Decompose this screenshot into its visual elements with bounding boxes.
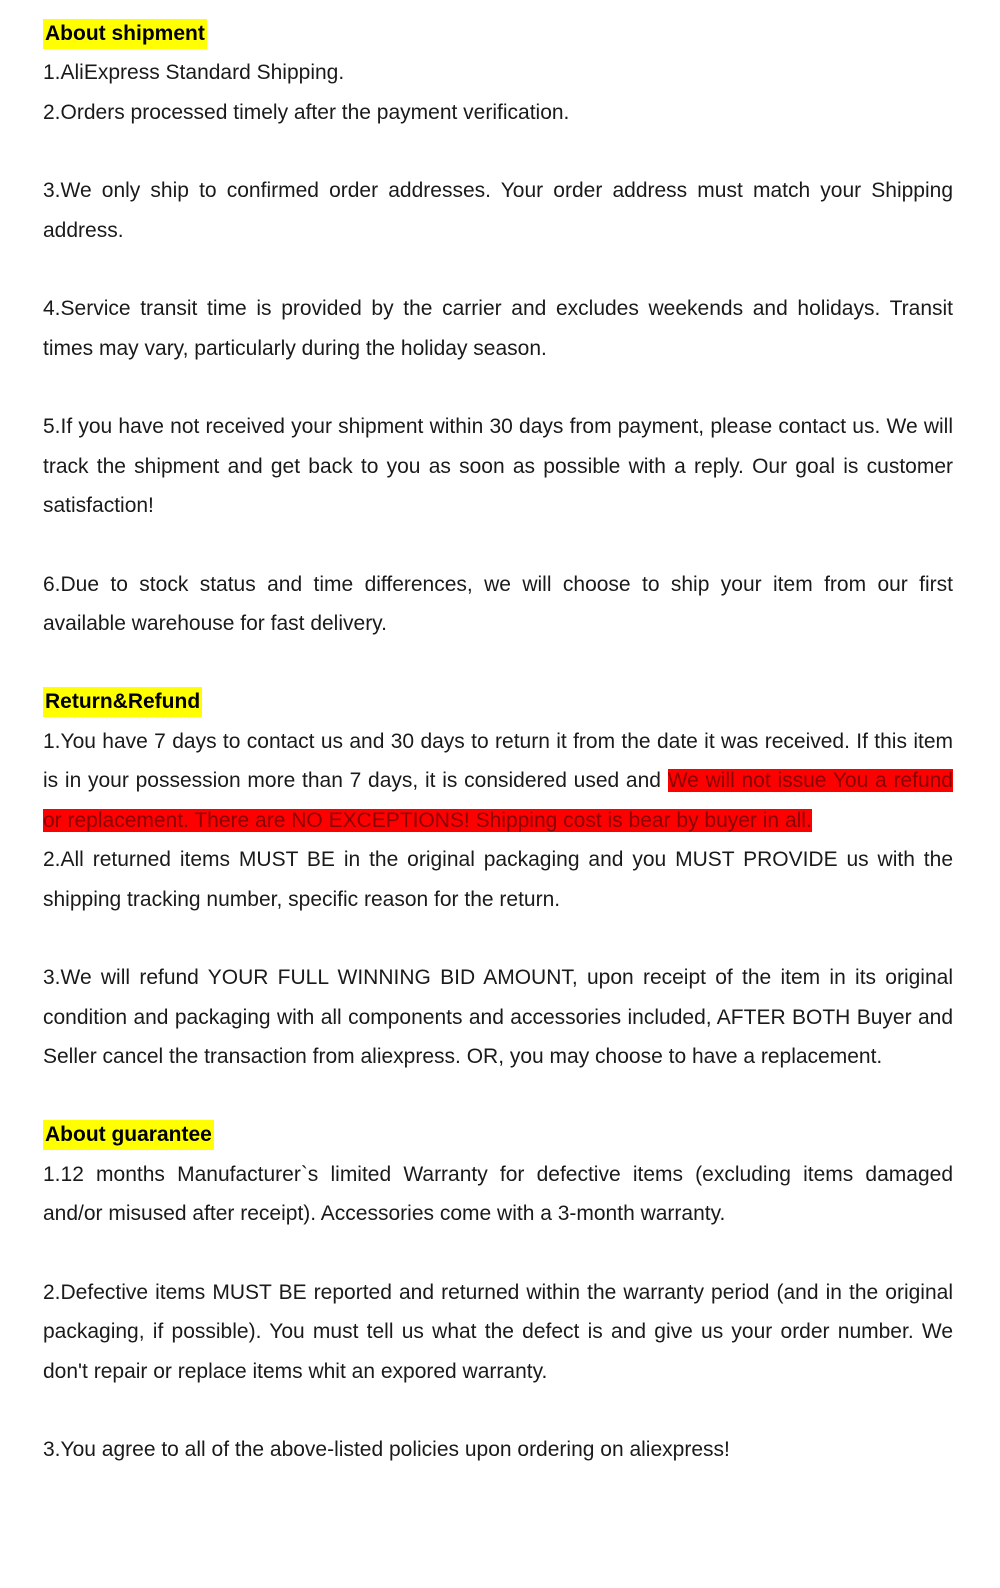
policy-document [43,14,953,1470]
shipment-item-3: 3.We only ship to confirmed order addresses. Your order address must match your Shipping address. [43,179,953,242]
spacer [43,526,953,565]
refund-item-2: 2.All returned items MUST BE in the original packaging and you MUST PROVIDE us with the shipping tracking number, specific reason for the return. [43,848,953,911]
spacer [43,919,953,958]
shipment-section-header [43,14,953,53]
spacer [43,644,953,683]
guarantee-item-2: 2.Defective items MUST BE reported and returned within the warranty period (and in the original packaging, if possible). You must tell us what the defect is and give us your order number. We don't repair or replace items whit an expored warranty. [43,1280,953,1383]
shipment-item-5: 5.If you have not received your shipment within 30 days from payment, please contact us. We will track the shipment and get back to you as soon as possible with a reply. Our goal is customer satisfaction! [43,415,953,517]
spacer [43,1234,953,1273]
refund-item-1-text: 1.You have 7 days to contact us and 30 days to return it from the date it was received. If this item is in your possession more than 7 days, it is considered used and [43,729,953,792]
guarantee-item-3: 3.You agree to all of the above-listed policies upon ordering on aliexpress! [43,1438,730,1461]
spacer [43,1391,953,1430]
shipment-heading: About shipment [43,19,207,49]
guarantee-section-header [43,1116,953,1155]
guarantee-item-1: 1.12 months Manufacturer`s limited Warranty for defective items (excluding items damaged and/or misused after receipt). Accessories come with a 3-month warranty. [43,1162,953,1225]
shipment-item-2: 2.Orders processed timely after the payment verification. [43,100,570,124]
refund-item-3: 3.We will refund YOUR FULL WINNING BID AMOUNT, upon receipt of the item in its original condition and packaging with all components and accessories included, AFTER BOTH Buyer and Seller cancel the transaction from aliexpress. OR, you may choose to have a replacement. [43,966,953,1068]
shipment-item-6: 6.Due to stock status and time differences, we will choose to ship your item from our first available warehouse for fast delivery. [43,572,953,635]
refund-item-1 [43,722,953,841]
spacer [43,132,953,171]
refund-section-header [43,683,953,722]
shipment-item-4: 4.Service transit time is provided by the carrier and excludes weekends and holidays. Transit times may vary, particularly during the holiday season. [43,297,953,360]
guarantee-heading: About guarantee [43,1120,214,1150]
refund-heading: Return&Refund [43,687,202,717]
spacer [43,250,953,289]
no-refund-warning: We will not issue You a refund or replacement. There are NO EXCEPTIONS! Shipping cost is bear by buyer in all. [43,769,953,832]
spacer [43,368,953,407]
shipment-item-1: 1.AliExpress Standard Shipping. [43,61,345,84]
spacer [43,1077,953,1116]
